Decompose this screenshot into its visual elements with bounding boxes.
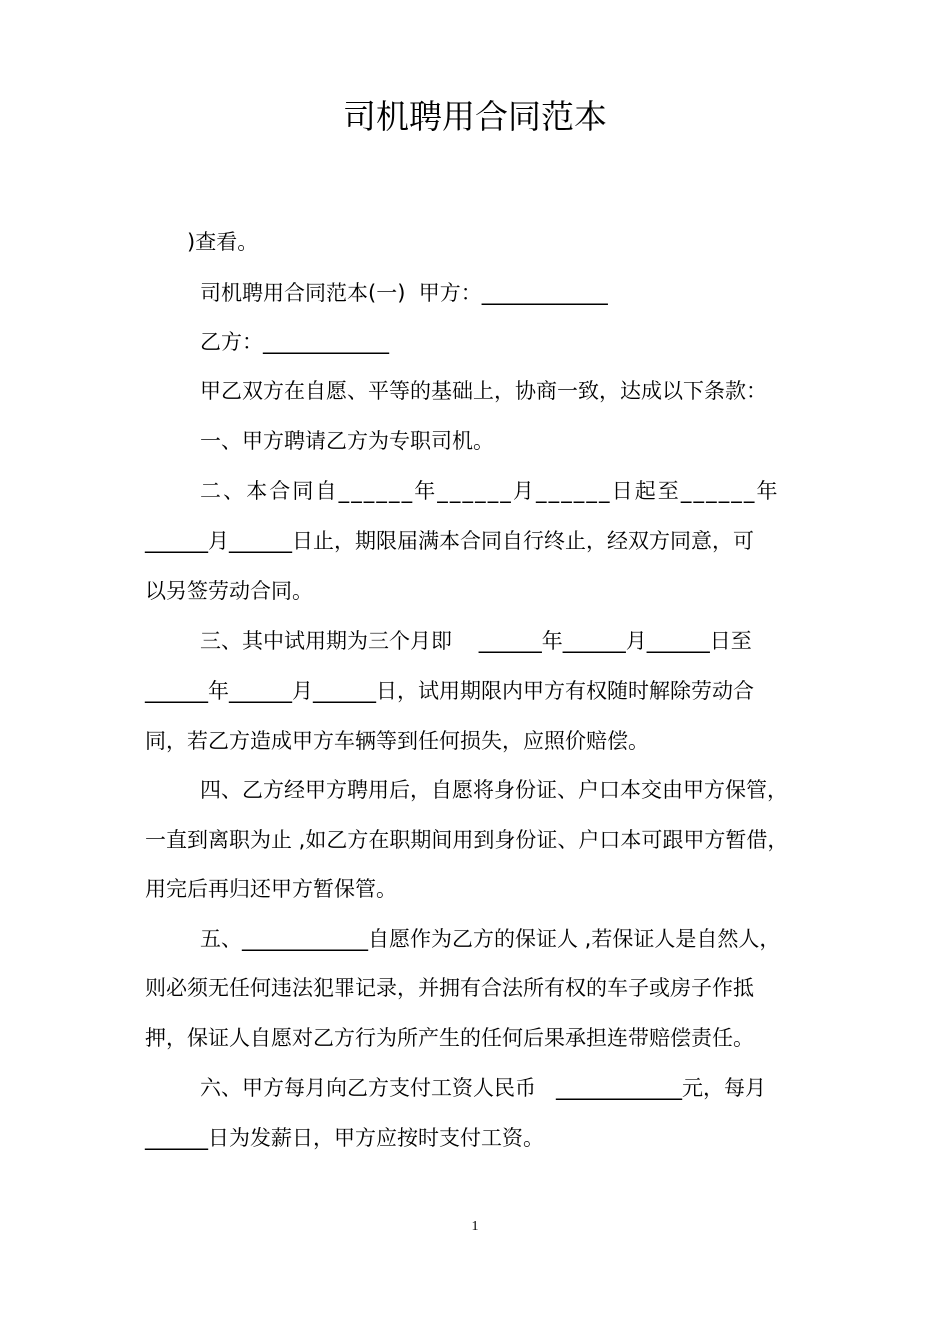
text-line: 同，若乙方造成甲方车辆等到任何损失，应照价赔偿。: [145, 729, 649, 753]
text-line: 乙方：____________: [200, 330, 389, 354]
text-line: 四、乙方经甲方聘用后，自愿将身份证、户口本交由甲方保管，: [200, 778, 788, 802]
text-line: 一、甲方聘请乙方为专职司机。: [200, 429, 494, 453]
text-line: ______日为发薪日，甲方应按时支付工资。: [145, 1126, 544, 1150]
text-line: 三、其中试用期为三个月即 ______年______月______日至: [200, 629, 752, 653]
text-line: ______年______月______日，试用期限内甲方有权随时解除劳动合: [145, 679, 754, 703]
text-line: 司机聘用合同范本(一) 甲方：____________: [200, 281, 608, 305]
text-line: 六、甲方每月向乙方支付工资人民币 ____________元，每月: [200, 1076, 767, 1100]
text-line: 则必须无任何违法犯罪记录，并拥有合法所有权的车子或房子作抵: [145, 976, 754, 1000]
text-line: )查看。: [187, 230, 259, 254]
page-number: 1: [471, 1219, 479, 1234]
text-line: 五、____________自愿作为乙方的保证人 ,若保证人是自然人，: [200, 927, 781, 951]
text-line: 以另签劳动合同。: [145, 579, 313, 603]
text-line: 一直到离职为止 ,如乙方在职期间用到身份证、户口本可跟甲方暂借，: [145, 828, 789, 852]
text-line: ______月______日止，期限届满本合同自行终止，经双方同意，可: [145, 529, 754, 553]
document-title: 司机聘用合同范本: [343, 97, 607, 136]
text-line: 甲乙双方在自愿、平等的基础上，协商一致，达成以下条款：: [200, 379, 767, 403]
text-line: 用完后再归还甲方暂保管。: [145, 877, 397, 901]
text-line: 押，保证人自愿对乙方行为所产生的任何后果承担连带赔偿责任。: [145, 1026, 754, 1050]
text-line: 二、本合同自______年______月______日起至______年: [200, 479, 780, 503]
